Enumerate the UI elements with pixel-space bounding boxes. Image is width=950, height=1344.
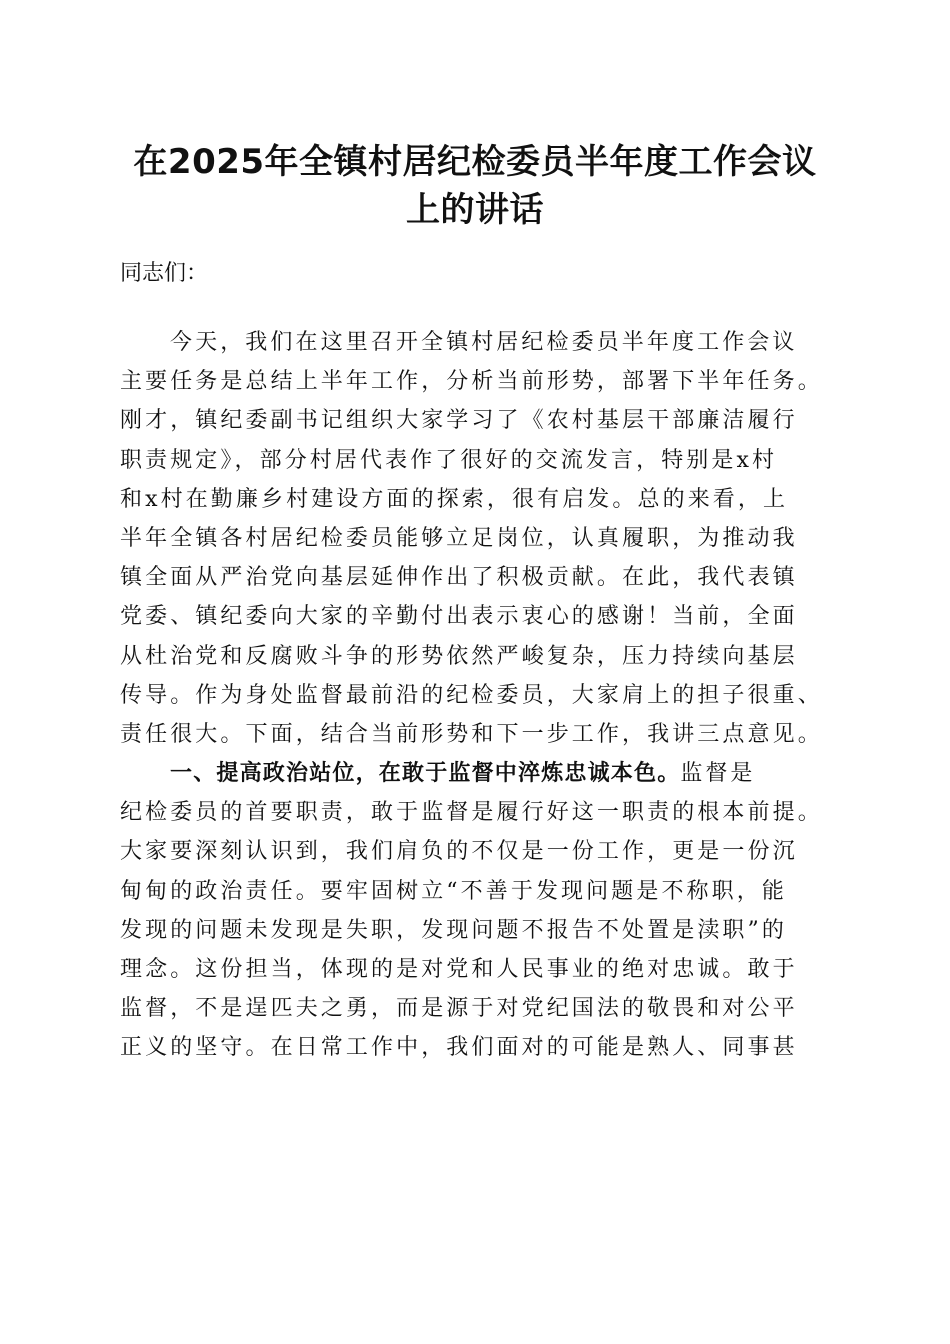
- section-1-first-line: [120, 754, 840, 793]
- body-line: 正义的坚守。在日常工作中，我们面对的可能是熟人、同事甚: [120, 1035, 798, 1061]
- body-line: 刚才，镇纪委副书记组织大家学习了《农村基层干部廉洁履行: [120, 408, 798, 434]
- body-line: 大家要深刻认识到，我们肩负的不仅是一份工作，更是一份沉: [120, 839, 798, 865]
- title-line-2: 上的讲话: [406, 190, 544, 230]
- body-line: 和x村在勤廉乡村建设方面的探索，很有启发。总的来看，上: [120, 486, 789, 512]
- salutation: 同志们：: [120, 261, 209, 286]
- body-line: 发现的问题未发现是失职，发现问题不报告不处置是渎职”的: [120, 917, 787, 943]
- body-line: 从杜治党和反腐败斗争的形势依然严峻复杂，压力持续向基层: [120, 643, 798, 669]
- body-line: 监督，不是逞匹夫之勇，而是源于对党纪国法的敬畏和对公平: [120, 996, 798, 1022]
- body-line: 主要任务是总结上半年工作，分析当前形势，部署下半年任务。: [120, 369, 823, 395]
- title-line-1: 在2025年全镇村居纪检委员半年度工作会议: [133, 142, 817, 182]
- body-line: 甸甸的政治责任。要牢固树立“不善于发现问题是不称职，能: [120, 878, 787, 904]
- document-body: [120, 323, 840, 1068]
- body-line: 传导。作为身处监督最前沿的纪检委员，大家肩上的担子很重、: [120, 682, 823, 708]
- body-line: 纪检委员的首要职责，敢于监督是履行好这一职责的根本前提。: [120, 800, 823, 826]
- body-line: 半年全镇各村居纪检委员能够立足岗位，认真履职，为推动我: [120, 525, 798, 551]
- document-title: [120, 138, 830, 234]
- section-1-heading-tail: 监督是: [680, 761, 756, 787]
- body-line: 今天，我们在这里召开全镇村居纪检委员半年度工作会议: [170, 330, 798, 355]
- body-line: 理念。这份担当，体现的是对党和人民事业的绝对忠诚。敢于: [120, 957, 798, 982]
- section-1-heading: 一、提高政治站位，在敢于监督中淬炼忠诚本色。: [170, 761, 681, 787]
- body-line: 镇全面从严治党向基层延伸作出了积极贡献。在此，我代表镇: [120, 565, 798, 591]
- body-line: 责任很大。下面，结合当前形势和下一步工作，我讲三点意见。: [120, 721, 823, 747]
- body-line: 职责规定》，部分村居代表作了很好的交流发言，特别是x村: [120, 447, 778, 473]
- body-line: 党委、镇纪委向大家的辛勤付出表示衷心的感谢！当前，全面: [120, 604, 798, 630]
